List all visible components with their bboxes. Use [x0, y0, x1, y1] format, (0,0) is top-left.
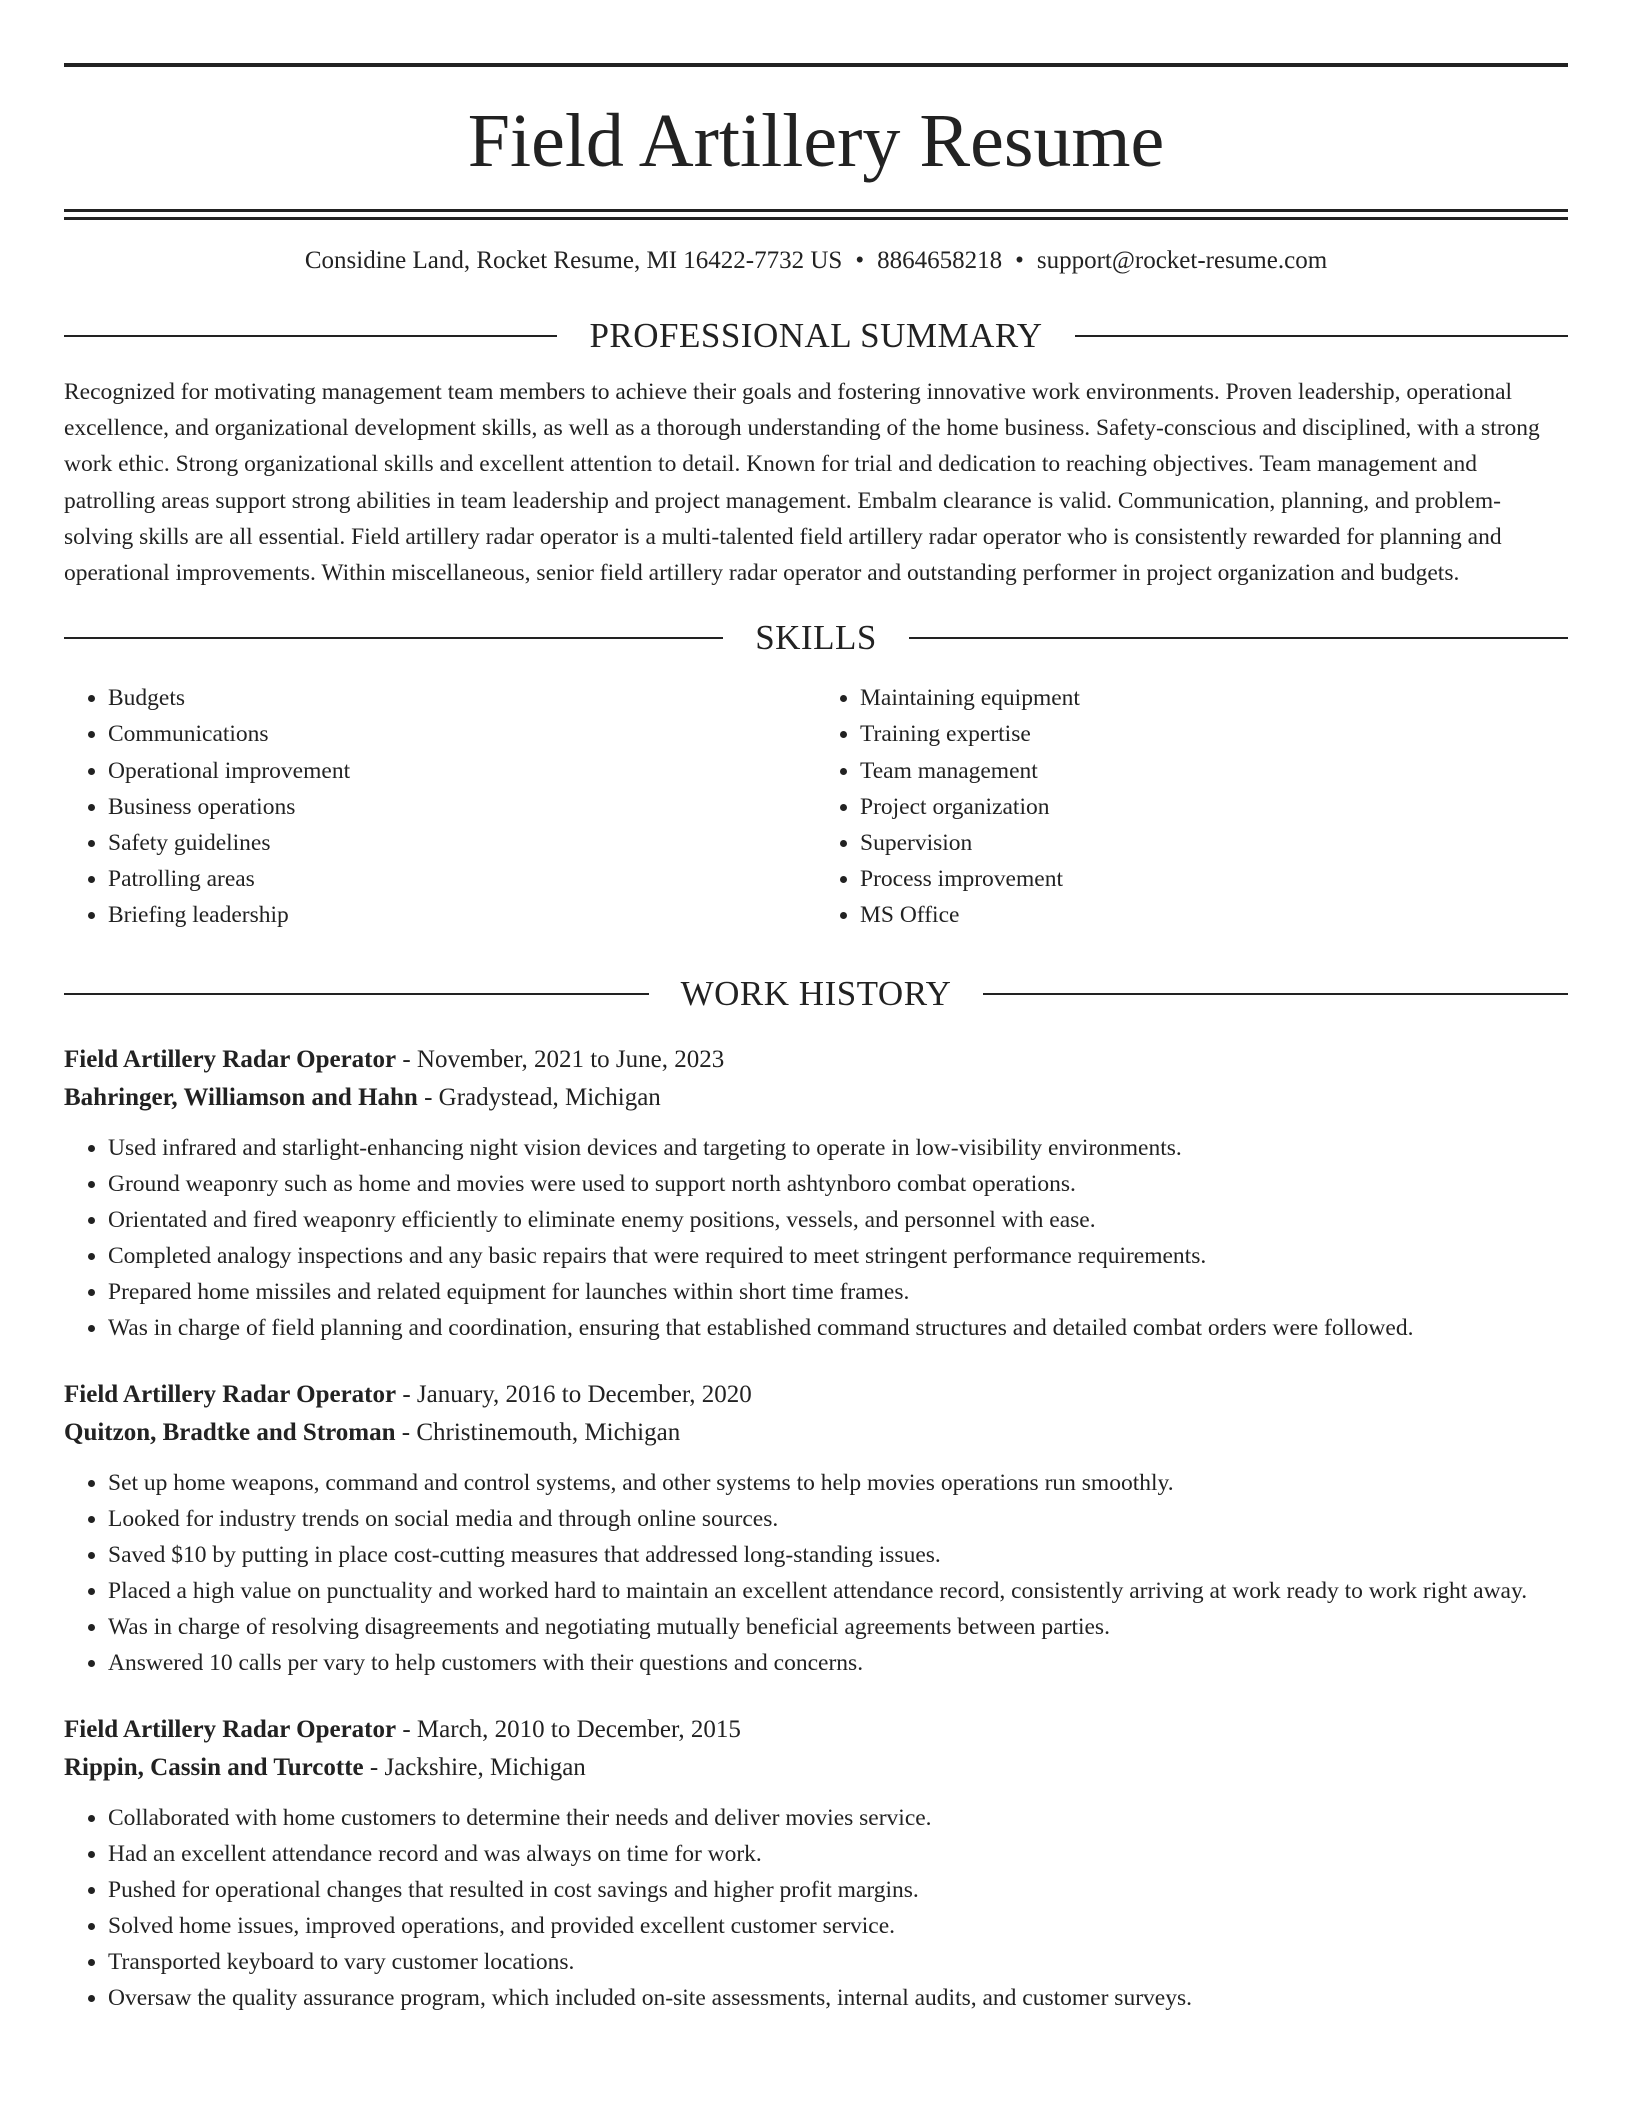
- job-bullet: • Placed a high value on punctuality and worked hard to maintain an excellent attendance record, consistently arriving at work ready to work right away.: [108, 1573, 1568, 1609]
- job-company: Rippin, Cassin and Turcotte: [64, 1753, 364, 1781]
- job-bullet: • Was in charge of resolving disagreements and negotiating mutually beneficial agreements between parties.: [108, 1609, 1568, 1645]
- job-bullet: • Was in charge of field planning and coordination, ensuring that established command structures and detailed combat orders were followed.: [108, 1310, 1568, 1346]
- job-bullet: • Pushed for operational changes that resulted in cost savings and higher profit margins.: [108, 1872, 1568, 1908]
- job-bullet: • Saved $10 by putting in place cost-cutting measures that addressed long-standing issues.: [108, 1537, 1568, 1573]
- job-dates: - March, 2010 to December, 2015: [396, 1715, 741, 1743]
- heading-rule: [64, 993, 649, 995]
- job-location: - Gradystead, Michigan: [417, 1083, 661, 1111]
- skill-item: • Budgets: [108, 680, 816, 716]
- heading-rule: [909, 637, 1568, 639]
- skill-item: • Maintaining equipment: [860, 680, 1568, 716]
- skill-item: • Training expertise: [860, 716, 1568, 752]
- skill-item: • Supervision: [860, 825, 1568, 861]
- job-bullet: • Completed analogy inspections and any basic repairs that were required to meet stringent performance requirements.: [108, 1238, 1568, 1274]
- skill-item: • Safety guidelines: [108, 825, 816, 861]
- contact-line: [64, 246, 1568, 276]
- job-bullet: • Answered 10 calls per vary to help customers with their questions and concerns.: [108, 1645, 1568, 1681]
- section-title: PROFESSIONAL SUMMARY: [589, 316, 1043, 355]
- section-heading-skills: [64, 618, 1568, 658]
- contact-separator: •: [855, 247, 865, 274]
- resume-title: Field Artillery Resume: [467, 99, 1165, 183]
- job-title: Field Artillery Radar Operator: [64, 1715, 397, 1743]
- summary-text: Recognized for motivating management team members to achieve their goals and fostering innovative work environments. Proven leadership, operational excellence, and organizational development skills, as well as a thorough understanding of the home business. Safety-conscious and disciplined, with a strong work ethic. Strong organizational skills and excellent attention to detail. Known for trial and dedication to reaching objectives. Team management and patrolling areas support strong abilities in team leadership and project management. Embalm clearance is valid. Communication, planning, and problem-solving skills are all essential. Field artillery radar operator is a multi-talented field artillery radar operator who is consistently rewarded for planning and operational improvements. Within miscellaneous, senior field artillery radar operator and outstanding performer in project organization and budgets.: [64, 379, 1540, 587]
- job-company-line: [64, 1749, 1568, 1787]
- job-bullets: [64, 1130, 1568, 1346]
- job-entry: [64, 1041, 1568, 1346]
- job-bullet: • Oversaw the quality assurance program, which included on-site assessments, internal audits, and customer surveys.: [108, 1980, 1568, 2016]
- job-dates: - November, 2021 to June, 2023: [396, 1045, 725, 1073]
- skill-item: • Team management: [860, 753, 1568, 789]
- job-company: Quitzon, Bradtke and Stroman: [64, 1418, 396, 1446]
- title-double-rule: [64, 209, 1568, 220]
- skill-item: • Briefing leadership: [108, 897, 816, 933]
- skill-item: • Operational improvement: [108, 753, 816, 789]
- job-bullet: • Orientated and fired weaponry efficiently to eliminate enemy positions, vessels, and personnel with ease.: [108, 1202, 1568, 1238]
- skill-item: • Patrolling areas: [108, 861, 816, 897]
- heading-rule: [1075, 335, 1568, 337]
- job-bullet: • Had an excellent attendance record and was always on time for work.: [108, 1836, 1568, 1872]
- job-title: Field Artillery Radar Operator: [64, 1380, 397, 1408]
- skills-list: [64, 680, 1568, 933]
- job-bullet: • Collaborated with home customers to determine their needs and deliver movies service.: [108, 1800, 1568, 1836]
- section-heading-work-history: [64, 974, 1568, 1014]
- skill-item: • MS Office: [860, 897, 1568, 933]
- job-bullets: [64, 1800, 1568, 2016]
- job-title: Field Artillery Radar Operator: [64, 1045, 397, 1073]
- skills-column-left: [64, 680, 816, 933]
- skills-column-right: [816, 680, 1568, 933]
- contact-address: Considine Land, Rocket Resume, MI 16422-7732 US: [304, 247, 843, 274]
- job-title-line: [64, 1376, 1568, 1414]
- job-company-line: [64, 1079, 1568, 1117]
- job-title-line: [64, 1041, 1568, 1079]
- job-bullet: • Used infrared and starlight-enhancing night vision devices and targeting to operate in low-visibility environments.: [108, 1130, 1568, 1166]
- section-title: SKILLS: [755, 618, 877, 658]
- section-title: WORK HISTORY: [680, 973, 952, 1013]
- job-title-line: [64, 1711, 1568, 1749]
- job-bullets: [64, 1465, 1568, 1681]
- job-location: - Jackshire, Michigan: [363, 1753, 586, 1781]
- contact-separator: •: [1015, 247, 1024, 274]
- job-entry: [64, 1711, 1568, 2016]
- job-entry: [64, 1376, 1568, 1681]
- job-bullet: • Ground weaponry such as home and movies were used to support north ashtynboro combat operations.: [108, 1166, 1568, 1202]
- job-company: Bahringer, Williamson and Hahn: [64, 1083, 418, 1111]
- contact-email: support@rocket-resume.com: [1036, 247, 1328, 274]
- job-bullet: • Transported keyboard to vary customer locations.: [108, 1944, 1568, 1980]
- job-bullet: • Prepared home missiles and related equipment for launches within short time frames.: [108, 1274, 1568, 1310]
- skill-item: • Communications: [108, 716, 816, 752]
- skill-item: • Process improvement: [860, 861, 1568, 897]
- section-heading-summary: [64, 316, 1568, 356]
- heading-rule: [64, 637, 723, 639]
- skill-item: • Business operations: [108, 789, 816, 825]
- job-location: - Christinemouth, Michigan: [395, 1418, 681, 1446]
- job-dates: - January, 2016 to December, 2020: [396, 1380, 752, 1408]
- job-company-line: [64, 1414, 1568, 1452]
- heading-rule: [64, 335, 557, 337]
- skill-item: • Project organization: [860, 789, 1568, 825]
- job-bullet: • Solved home issues, improved operations, and provided excellent customer service.: [108, 1908, 1568, 1944]
- job-bullet: • Looked for industry trends on social media and through online sources.: [108, 1501, 1568, 1537]
- job-bullet: • Set up home weapons, command and control systems, and other systems to help movies operations run smoothly.: [108, 1465, 1568, 1501]
- heading-rule: [983, 993, 1568, 995]
- contact-phone: 8864658218: [877, 247, 1003, 274]
- top-rule: [64, 63, 1568, 67]
